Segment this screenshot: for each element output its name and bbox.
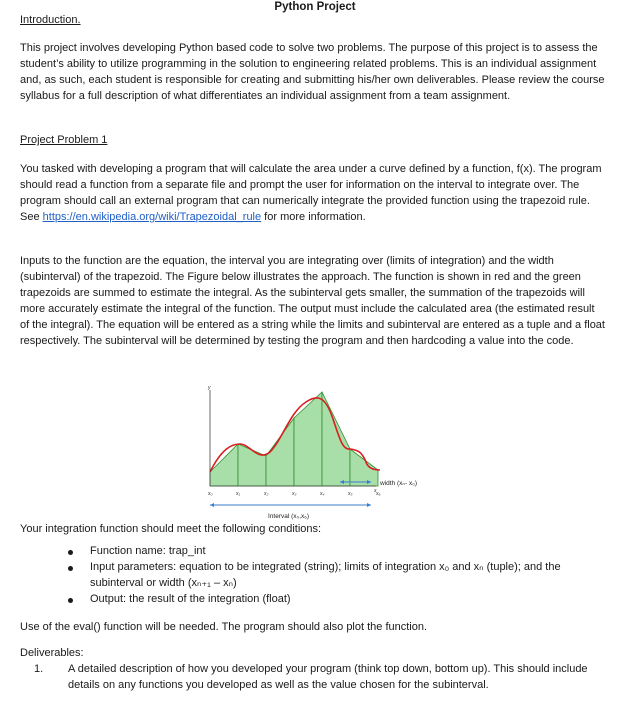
condition-function-name [68, 544, 608, 560]
condition-output [68, 592, 608, 608]
trapezoidal-rule-link[interactable]: https://en.wikipedia.org/wiki/Trapezoidal_rule [42, 210, 262, 223]
inputs-paragraph: Inputs to the function are the equation, the interval you are integrating over (limits of integration) and the width (subinterval) of the trapezoid. The Figure below illustrates the approach. The function is shown in red and the green trapezoids are summed to estimate the integral. As the subinterval gets smaller, the summation of the trapezoids will more accurately estimate the integral of the function. The output must include the calculated area (the estimated result of the integral). The equation will be entered as a string while the limits and subinterval are entered as a tuple and a float respectively. The subinterval will be determined by testing the program and then hardcoding a value into the code. [20, 255, 605, 347]
x-tick-label: x₀ [208, 491, 213, 497]
deliverables-list [34, 662, 610, 694]
trapezoid-rule-figure [170, 378, 470, 526]
y-axis-label: y [208, 385, 211, 391]
trapezoid [294, 392, 322, 486]
x-tick-labels [207, 491, 381, 497]
bullet-icon [68, 566, 73, 571]
trapezoid [350, 449, 378, 486]
x-tick-label: x₄ [320, 491, 325, 497]
conditions-intro: Your integration function should meet the following conditions: [20, 523, 322, 535]
interval-arrow-head-right [367, 503, 371, 507]
interval-label: Interval (x₀,x₆) [268, 513, 310, 520]
document-title: Python Project [274, 1, 356, 13]
introduction-heading: Introduction. [20, 14, 81, 26]
deliverables-heading: Deliverables: [20, 647, 84, 659]
x-tick-label: x₅ [348, 491, 353, 497]
trapezoid [322, 392, 350, 486]
x-tick-label: x₁ [236, 491, 241, 497]
deliverable-item [34, 662, 610, 694]
condition-text: Input parameters: equation to be integrated (string); limits of integration x₀ and xₙ (tuple); and the subinterval or width (xₙ₊₁ – xₙ) [90, 560, 561, 589]
trapezoids [210, 392, 378, 486]
width-label: width (xₙ- x₀) [380, 480, 418, 487]
introduction-paragraph: This project involves developing Python based code to solve two problems. The purpose of this project is to assess the student’s ability to utilize programming in the solution to engineering related problems. This is an individual assignment and, as such, each student is responsible for creating and submitting his/her own deliverables. Please review the course syllabus for a full description of what differentiates an individual assignment from a team assignment. [20, 42, 605, 102]
interval-indicator [210, 503, 371, 520]
x-axis-label: x [374, 488, 377, 494]
condition-text: Function name: trap_int [90, 545, 206, 557]
eval-note: Use of the eval() function will be needed. The program should also plot the function. [20, 621, 428, 633]
x-tick-label: x₂ [264, 491, 269, 497]
x-tick-label: x₆ [376, 491, 381, 497]
interval-arrow-head-left [210, 503, 214, 507]
condition-text: Output: the result of the integration (float) [90, 592, 291, 605]
conditions-list [68, 544, 608, 608]
deliverable-text: A detailed description of how you developed your program (think top down, bottom up). This should include details on any functions you developed as well as the value chosen for the subinterval. [68, 663, 588, 691]
problem-1-paragraph [20, 162, 606, 226]
x-tick-label: x₃ [292, 491, 297, 497]
problem-1-text: You tasked with developing a program that will calculate the area under a curve defined by a function, f(x). The program should read a function from a separate file and prompt the user for information on the interval to integrate over. The program should call an external program that can numerically integrate the provided function using the trapezoid rule. See [20, 163, 602, 223]
problem-1-text-end: for more information. [261, 210, 366, 223]
bullet-icon [68, 598, 73, 603]
deliverable-number: 1. [34, 663, 44, 675]
condition-input-parameters [68, 560, 608, 592]
project-problem-1-heading: Project Problem 1 [20, 134, 108, 146]
bullet-icon [68, 550, 73, 555]
